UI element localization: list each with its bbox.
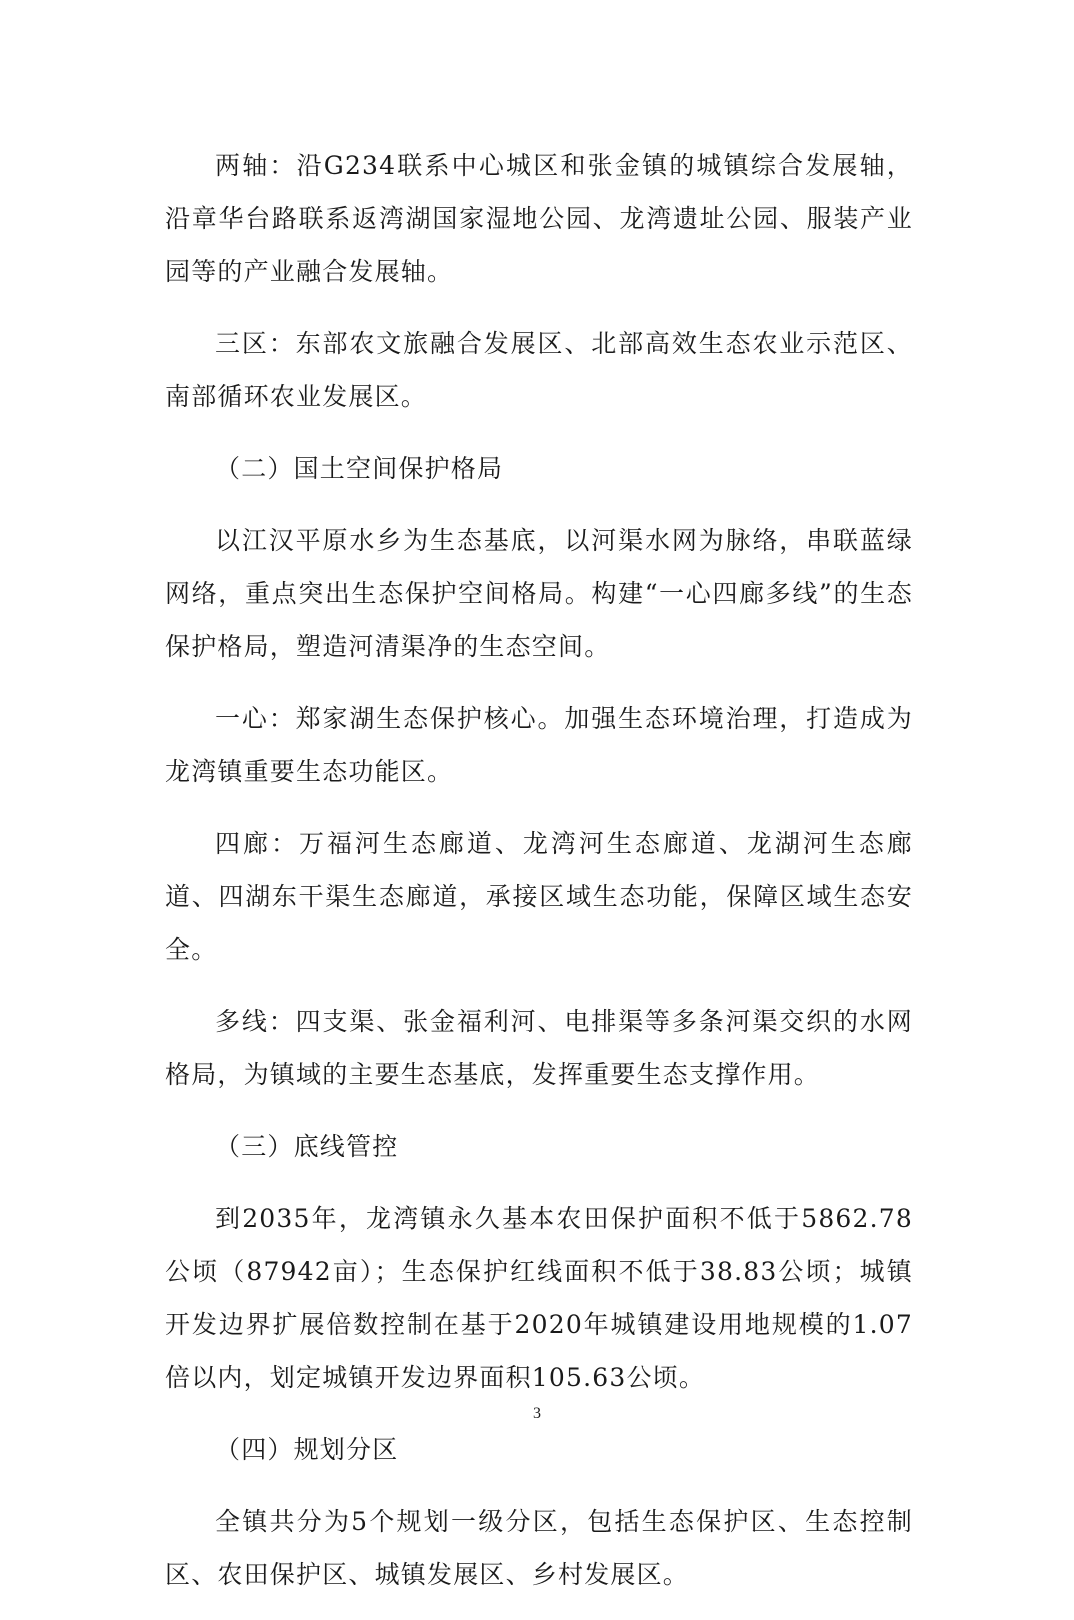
paragraph-multi-lines: 多线：四支渠、张金福利河、电排渠等多条河渠交织的水网格局，为镇域的主要生态基底，发挥重要生态支撑作用。 bbox=[165, 1007, 913, 1089]
section-heading-planning-zones: （四）规划分区 bbox=[215, 1435, 399, 1464]
paragraph-2035-targets: 到2035年，龙湾镇永久基本农田保护面积不低于5862.78公顷（87942亩）；生态保护红线面积不低于38.83公顷；城镇开发边界扩展倍数控制在基于2020年城镇建设用地规模的1.07倍以内，划定城镇开发边界面积105.63公顷。 bbox=[165, 1204, 913, 1392]
document-body bbox=[165, 139, 913, 1620]
section-heading-protection-pattern: （二）国土空间保护格局 bbox=[215, 454, 504, 483]
paragraph-zone-list: 全镇共分为5个规划一级分区，包括生态保护区、生态控制区、农田保护区、城镇发展区、乡村发展区。 bbox=[165, 1507, 913, 1589]
page-number: 3 bbox=[533, 1405, 541, 1422]
paragraph-one-core: 一心：郑家湖生态保护核心。加强生态环境治理，打造成为龙湾镇重要生态功能区。 bbox=[165, 704, 913, 786]
paragraph-four-corridors: 四廊：万福河生态廊道、龙湾河生态廊道、龙湖河生态廊道、四湖东干渠生态廊道，承接区域生态功能，保障区域生态安全。 bbox=[165, 829, 913, 964]
paragraph-two-axes: 两轴：沿G234联系中心城区和张金镇的城镇综合发展轴，沿章华台路联系返湾湖国家湿地公园、龙湾遗址公园、服装产业园等的产业融合发展轴。 bbox=[165, 151, 913, 286]
paragraph-ecological-base: 以江汉平原水乡为生态基底，以河渠水网为脉络，串联蓝绿网络，重点突出生态保护空间格局。构建“一心四廊多线”的生态保护格局，塑造河清渠净的生态空间。 bbox=[165, 526, 913, 661]
paragraph-three-zones: 三区：东部农文旅融合发展区、北部高效生态农业示范区、南部循环农业发展区。 bbox=[165, 329, 913, 411]
section-heading-bottom-line-control: （三）底线管控 bbox=[215, 1132, 399, 1161]
